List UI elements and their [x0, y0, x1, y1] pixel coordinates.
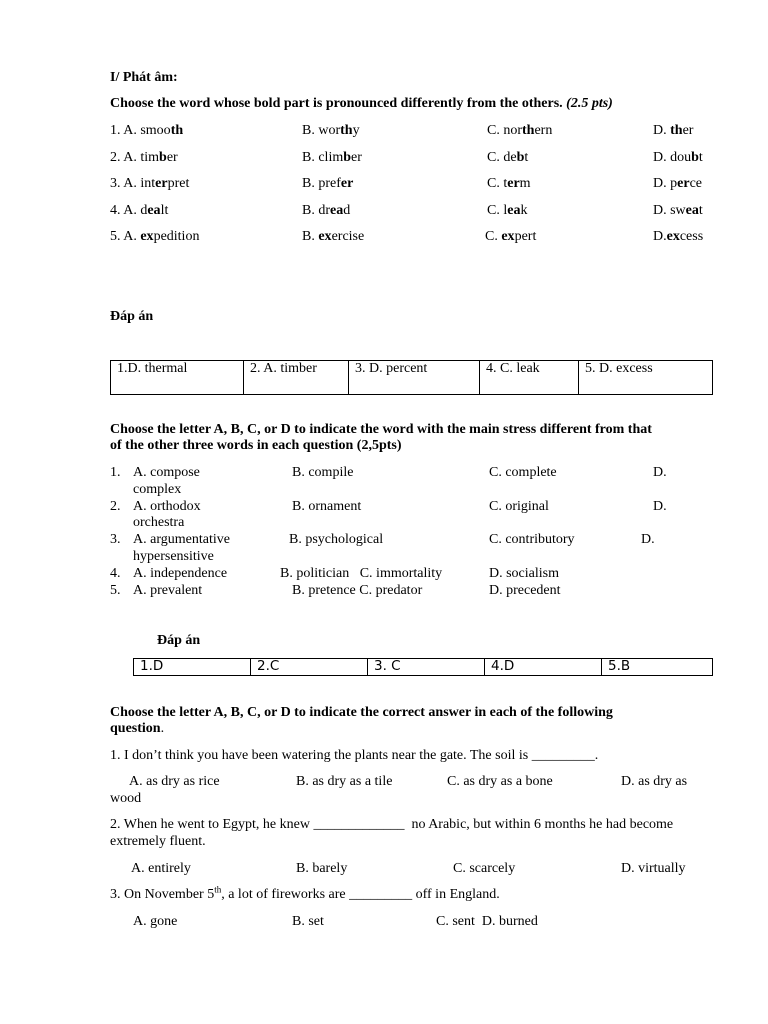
option-post: er: [166, 150, 178, 165]
option-bold: ex: [318, 229, 332, 244]
option-pre: D.: [653, 229, 667, 244]
answer-cell: 5.B: [602, 659, 713, 676]
s2-q3-d: D.: [641, 532, 655, 547]
s1-q3-option-c: [487, 175, 531, 192]
s2-q1-b: B. compile: [292, 465, 354, 480]
option-post: pret: [167, 176, 190, 191]
s2-q3-c: C. contributory: [489, 532, 575, 547]
s1-q1-option-a: [110, 122, 183, 139]
s3-q3-b: B. set: [292, 914, 324, 929]
option-pre: D.: [653, 123, 671, 138]
answer-cell: 2.C: [251, 659, 368, 676]
section3-instruction-line1: Choose the letter A, B, C, or D to indicate the correct answer in each of the following: [110, 705, 613, 720]
s2-q5-c: D. precedent: [489, 583, 561, 598]
s2-q1-num: 1.: [110, 465, 121, 480]
option-post: pedition: [153, 229, 200, 244]
option-pre: B.: [302, 229, 319, 244]
option-post: ern: [534, 123, 553, 138]
s1-q1-option-b: [302, 122, 360, 139]
s2-q3-a: A. argumentative: [133, 532, 230, 547]
s1-q3-option-b: [302, 175, 353, 192]
option-pre: C. de: [487, 150, 517, 165]
option-bold: b: [159, 150, 167, 165]
option-pre: C. l: [487, 203, 508, 218]
section1-heading: I/ Phát âm:: [110, 70, 178, 85]
option-bold: b: [343, 150, 352, 165]
s1-q5-option-d: [653, 228, 703, 245]
s1-q4-option-a: [110, 202, 168, 219]
section1-answer-table: [110, 360, 713, 395]
s3-q2-d: D. virtually: [621, 861, 686, 876]
s2-q3-wrap: hypersensitive: [133, 549, 214, 564]
q3-pre: 3. On November 5: [110, 887, 215, 902]
s2-q5-b: B. pretence C. predator: [292, 583, 423, 598]
option-pre: D. p: [653, 176, 678, 191]
s3-q1-text: 1. I don’t think you have been watering the plants near the gate. The soil is _________.: [110, 748, 599, 763]
option-bold: er: [507, 176, 520, 191]
s1-q2-option-a: [110, 149, 178, 166]
s2-q2-num: 2.: [110, 499, 121, 514]
option-bold: ex: [501, 229, 515, 244]
option-post: pert: [514, 229, 537, 244]
s2-q5-a: A. prevalent: [133, 583, 203, 598]
option-post: d: [343, 203, 351, 218]
s1-q4-option-c: [487, 202, 527, 219]
answer-cell: 1.D. thermal: [111, 361, 244, 395]
option-post: er: [351, 150, 362, 165]
points: (2.5 pts): [566, 96, 613, 111]
option-bold: ea: [330, 203, 344, 218]
section2-instruction-line2: of the other three words in each question (2,5pts): [110, 438, 402, 453]
answer-cell: 4.D: [485, 659, 602, 676]
option-post: lt: [160, 203, 169, 218]
option-pre: 4. A. d: [110, 203, 148, 218]
s1-q4-option-d: [653, 202, 703, 219]
s1-q1-option-d: [653, 122, 693, 139]
s1-q3-option-a: [110, 175, 189, 192]
s2-q4-num: 4.: [110, 566, 121, 581]
section1-answer-heading: Đáp án: [110, 309, 154, 324]
s1-q2-option-d: [653, 149, 703, 166]
option-pre: 5. A.: [110, 229, 141, 244]
s3-q2-line2: extremely fluent.: [110, 834, 206, 849]
option-post: t: [698, 203, 703, 218]
s3-q2-b: B. barely: [296, 861, 348, 876]
option-post: er: [682, 123, 694, 138]
s1-q4-option-b: [302, 202, 350, 219]
s3-q3-a: A. gone: [133, 914, 178, 929]
option-bold: th: [340, 123, 353, 138]
option-pre: C. nor: [487, 123, 522, 138]
section1-instruction: [110, 95, 613, 112]
answer-cell: 2. A. timber: [244, 361, 349, 395]
option-bold: er: [155, 176, 168, 191]
s3-q1-a: A. as dry as rice: [129, 774, 220, 789]
option-post: cess: [679, 229, 704, 244]
s2-q2-c: C. original: [489, 499, 549, 514]
s3-q2-a: A. entirely: [131, 861, 191, 876]
q3-post: , a lot of fireworks are _________ off in England.: [221, 887, 500, 902]
s3-q3-text: [110, 886, 500, 903]
s1-q3-option-d: [653, 175, 702, 192]
s2-q1-wrap: complex: [133, 482, 182, 497]
s2-q2-d: D.: [653, 499, 667, 514]
s2-q1-a: A. compose: [133, 465, 200, 480]
s2-q2-a: A. orthodox: [133, 499, 201, 514]
s2-q4-a: A. independence: [133, 566, 228, 581]
option-pre: B. wor: [302, 123, 341, 138]
option-pre: B. clim: [302, 150, 344, 165]
option-pre: D. dou: [653, 150, 692, 165]
s2-q4-c: D. socialism: [489, 566, 559, 581]
s3-q2-c: C. scarcely: [453, 861, 516, 876]
option-post: ercise: [331, 229, 365, 244]
s2-q1-c: C. complete: [489, 465, 557, 480]
s2-q1-d: D.: [653, 465, 667, 480]
option-pre: 1. A. smoo: [110, 123, 171, 138]
option-post: m: [519, 176, 531, 191]
s1-q2-option-b: [302, 149, 362, 166]
s2-q4-b: B. politician C. immortality: [280, 566, 443, 581]
s3-q3-c: C. sent D. burned: [436, 914, 538, 929]
option-bold: ea: [147, 203, 161, 218]
answer-cell: 3. C: [368, 659, 485, 676]
instruction-text: Choose the word whose bold part is pronounced differently from the others.: [110, 96, 563, 111]
option-pre: C. t: [487, 176, 508, 191]
instruction-line2-text: question: [110, 721, 161, 736]
option-bold: ex: [140, 229, 154, 244]
answer-cell: 1.D: [134, 659, 251, 676]
s1-q2-option-c: [487, 149, 528, 166]
q3-sup: th: [214, 884, 222, 895]
section3-instruction-line2: [110, 720, 164, 737]
option-bold: th: [670, 123, 683, 138]
instruction-line2-end: .: [160, 721, 165, 736]
option-post: k: [520, 203, 528, 218]
option-post: t: [698, 150, 703, 165]
section2-answer-table: [133, 658, 713, 676]
s2-q5-num: 5.: [110, 583, 121, 598]
option-post: ce: [689, 176, 702, 191]
option-pre: C.: [485, 229, 502, 244]
s3-q1-c: C. as dry as a bone: [447, 774, 553, 789]
s2-q2-wrap: orchestra: [133, 515, 185, 530]
option-bold: b: [691, 150, 699, 165]
option-bold: er: [677, 176, 690, 191]
answer-cell: 5. D. excess: [579, 361, 713, 395]
answer-cell: 4. C. leak: [480, 361, 579, 395]
option-bold: th: [170, 123, 184, 138]
option-bold: th: [522, 123, 535, 138]
answer-cell: 3. D. percent: [349, 361, 480, 395]
option-pre: B. pref: [302, 176, 341, 191]
option-bold: b: [516, 150, 525, 165]
s1-q5-option-b: [302, 228, 364, 245]
s3-q1-wrap: wood: [110, 791, 142, 806]
option-pre: D. sw: [653, 203, 686, 218]
s2-q3-num: 3.: [110, 532, 121, 547]
s3-q1-b: B. as dry as a tile: [296, 774, 393, 789]
option-post: t: [524, 150, 529, 165]
option-bold: ea: [685, 203, 699, 218]
s3-q1-d: D. as dry as: [621, 774, 688, 789]
s1-q5-option-c: [485, 228, 536, 245]
option-pre: 2. A. tim: [110, 150, 160, 165]
option-post: y: [352, 123, 360, 138]
option-bold: ea: [507, 203, 521, 218]
option-pre: B. dr: [302, 203, 330, 218]
s3-q2-line1: 2. When he went to Egypt, he knew _____________ no Arabic, but within 6 months he had become: [110, 817, 674, 832]
section2-instruction-line1: Choose the letter A, B, C, or D to indicate the word with the main stress different from that: [110, 422, 652, 437]
section2-answer-heading: Đáp án: [157, 633, 201, 648]
option-bold: er: [340, 176, 354, 191]
option-pre: 3. A. int: [110, 176, 156, 191]
s2-q2-b: B. ornament: [292, 499, 362, 514]
s2-q3-b: B. psychological: [289, 532, 384, 547]
option-bold: ex: [666, 229, 680, 244]
s1-q5-option-a: [110, 228, 199, 245]
s1-q1-option-c: [487, 122, 552, 139]
